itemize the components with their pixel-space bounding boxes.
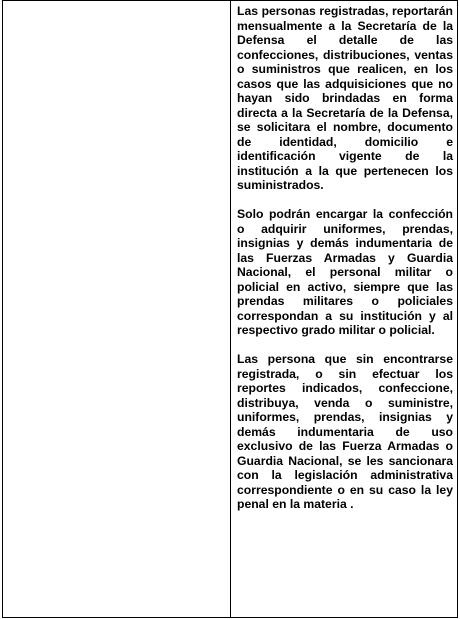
paragraph-reporting: Las personas registradas, reportarán mensualmente a la Secretaría de la Defensa el detalle de las confecciones, distribuciones, ventas o suministros que realicen, en los casos que las adquisiciones que no hayan sido brindadas en forma directa a la Secretaría de la Defensa, se solicitara el nombre, documento de identidad, domicilio e identificación vigente de la institución a la que pertenecen los suministrados. [237,4,453,192]
right-text-cell [231,1,458,618]
paragraph-authorized-purchase: Solo podrán encargar la confección o adquirir uniformes, prendas, insignias y demás indumentaria de las Fuerzas Armadas y Guardia Nacional, el personal militar o policial en activo, siempre que las prendas militares o policiales correspondan a su institución y al respectivo grado militar o policial. [237,207,453,337]
paragraph-sanctions: Las persona que sin encontrarse registrada, o sin efectuar los reportes indicados, confeccione, distribuya, venda o suministre, uniformes, prendas, insignias y demás indumentaria de uso exclusivo de las Fuerza Armadas o Guardia Nacional, se les sancionara con la legislación administrativa correspondiente o en su caso la ley penal en la materia . [237,352,453,511]
table-row [3,1,458,618]
left-empty-cell [3,1,231,618]
document-table [2,0,458,618]
